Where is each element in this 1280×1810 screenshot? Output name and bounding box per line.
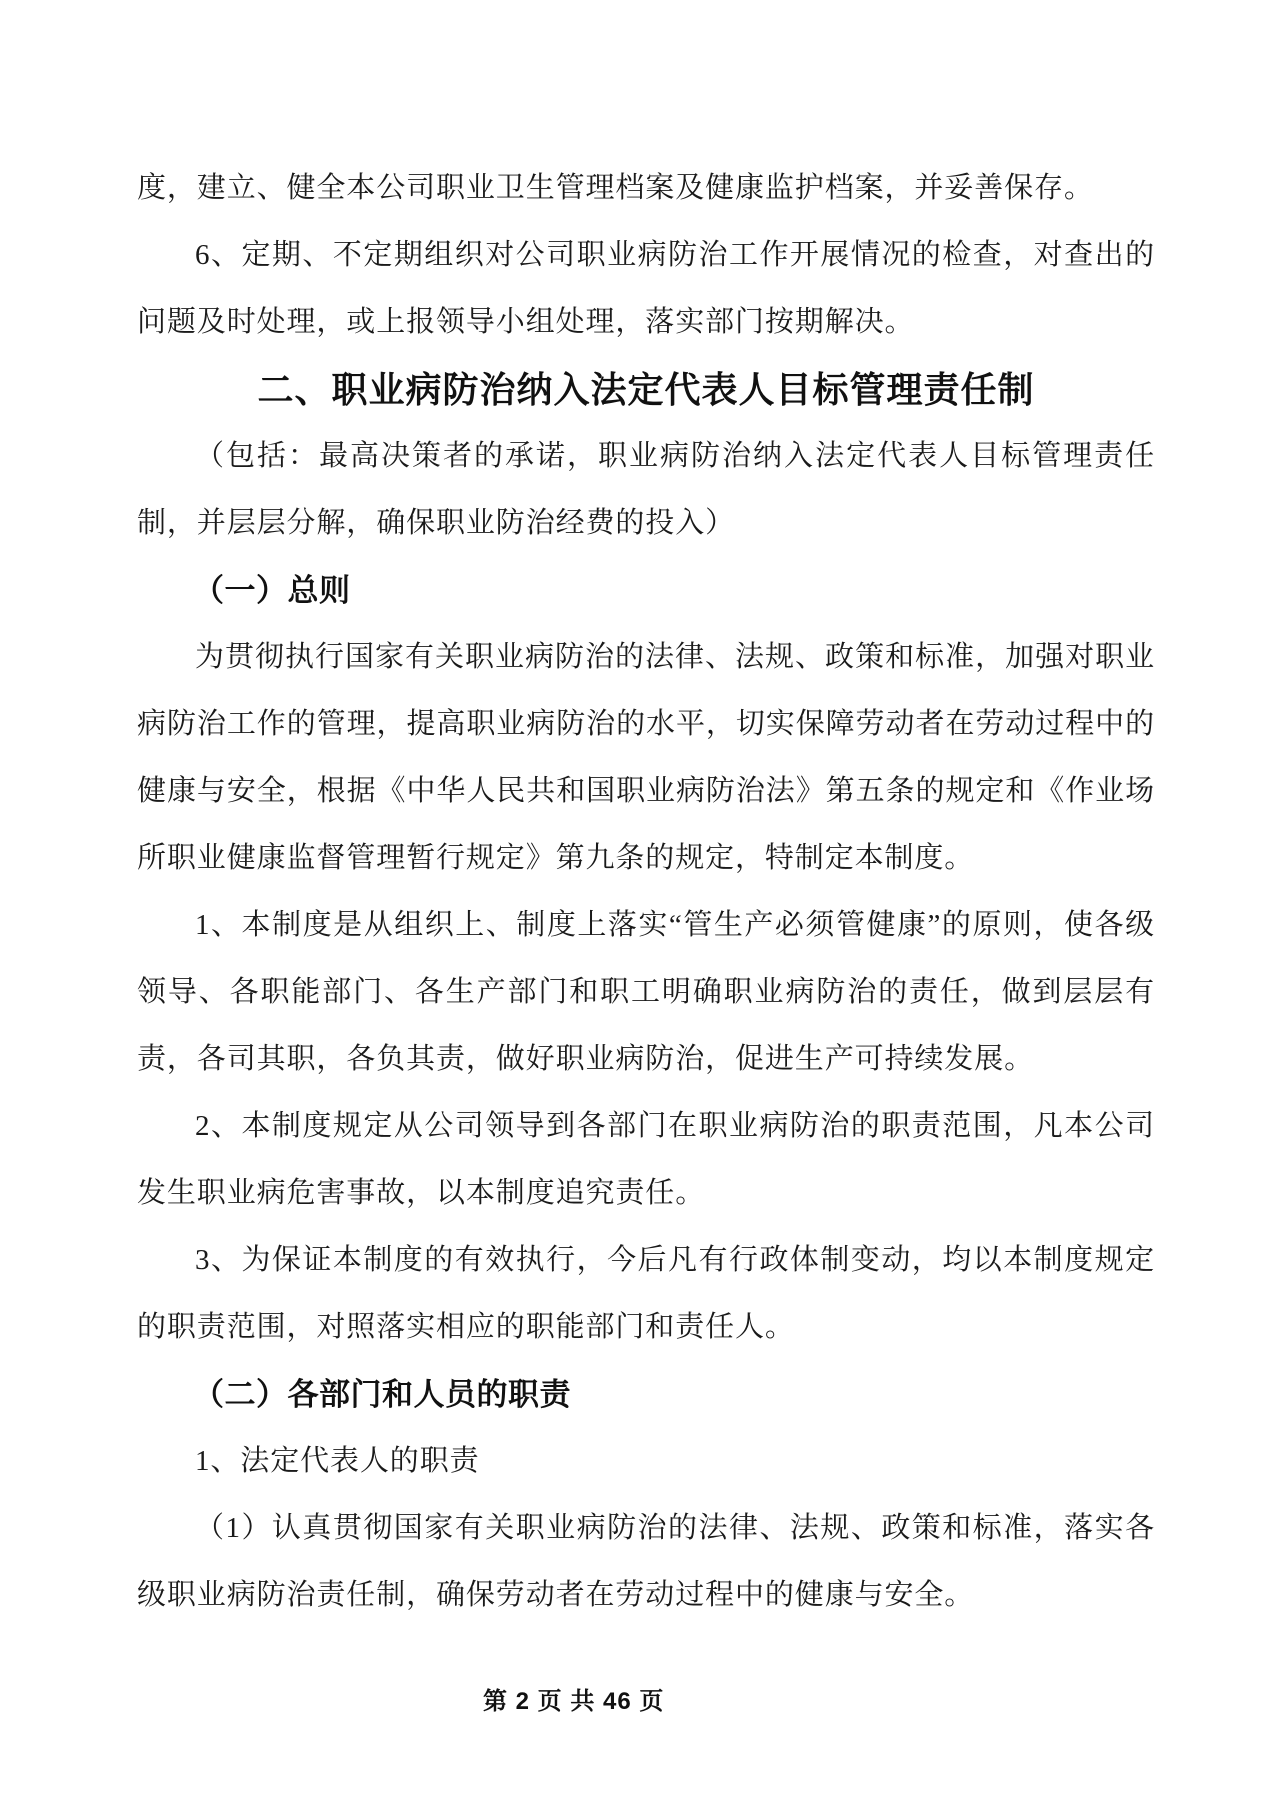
page-footer: 第 2 页 共 46 页 [483, 1688, 665, 1715]
subsection-heading-general-rules: （一）总则 [193, 573, 351, 608]
document-body [137, 155, 1155, 1629]
paragraph-legal-rep-duty-1: （1）认真贯彻国家有关职业病防治的法律、法规、政策和标准，落实各级职业病防治责任制，确保劳动者在劳动过程中的健康与安全。 [137, 1512, 1155, 1611]
paragraph-rule-2: 2、本制度规定从公司领导到各部门在职业病防治的职责范围，凡本公司发生职业病危害事故，以本制度追究责任。 [137, 1110, 1155, 1209]
subsection-heading-duties: （二）各部门和人员的职责 [193, 1377, 571, 1412]
section-heading: 二、职业病防治纳入法定代表人目标管理责任制 [257, 369, 1035, 410]
paragraph-rule-3: 3、为保证本制度的有效执行，今后凡有行政体制变动，均以本制度规定的职责范围，对照落实相应的职能部门和责任人。 [137, 1244, 1155, 1343]
paragraph-legal-rep-duties-title: 1、法定代表人的职责 [195, 1445, 480, 1477]
paragraph-continuation: 度，建立、健全本公司职业卫生管理档案及健康监护档案，并妥善保存。 [137, 172, 1094, 204]
paragraph-rule-1: 1、本制度是从组织上、制度上落实“管生产必须管健康”的原则，使各级领导、各职能部门、各生产部门和职工明确职业病防治的责任，做到层层有责，各司其职，各负其责，做好职业病防治，促进生产可持续发展。 [137, 909, 1155, 1075]
paragraph-general-rules-intro: 为贯彻执行国家有关职业病防治的法律、法规、政策和标准，加强对职业病防治工作的管理，提高职业病防治的水平，切实保障劳动者在劳动过程中的健康与安全，根据《中华人民共和国职业病防治法》第五条的规定和《作业场所职业健康监督管理暂行规定》第九条的规定，特制定本制度。 [137, 641, 1155, 874]
paragraph-scope-note: （包括：最高决策者的承诺，职业病防治纳入法定代表人目标管理责任制，并层层分解，确保职业防治经费的投入） [137, 440, 1155, 539]
paragraph-item-6: 6、定期、不定期组织对公司职业病防治工作开展情况的检查，对查出的问题及时处理，或上报领导小组处理，落实部门按期解决。 [137, 239, 1155, 338]
